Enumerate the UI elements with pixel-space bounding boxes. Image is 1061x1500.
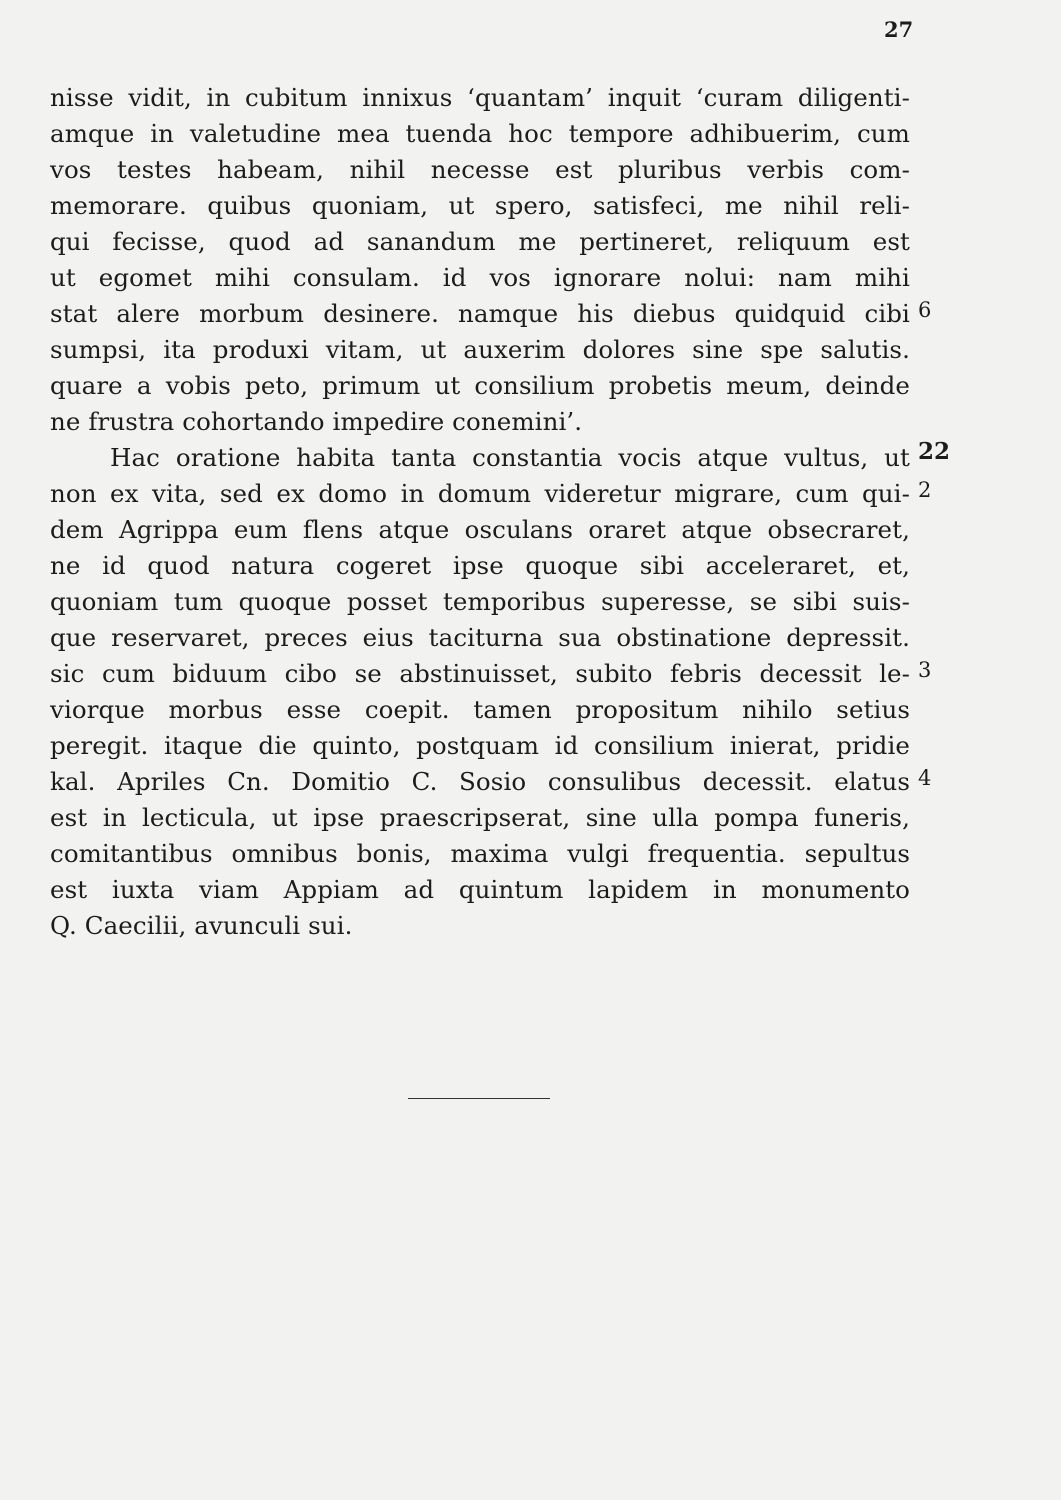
- text-line: sumpsi, ita produxi vitam, ut auxerim dolores sine spe salutis.: [50, 335, 910, 364]
- text-line: qui fecisse, quod ad sanandum me pertineret, reliquum est: [50, 227, 910, 256]
- text-line: comitantibus omnibus bonis, maxima vulgi frequentia. sepultus: [50, 839, 910, 868]
- text-line: stat alere morbum desinere. namque his diebus quidquid cibi: [50, 299, 910, 328]
- margin-section-number: 6: [918, 298, 932, 322]
- text-line: ne id quod natura cogeret ipse quoque sibi acceleraret, et,: [50, 551, 910, 580]
- text-line: sic cum biduum cibo se abstinuisset, subito febris decessit le-: [50, 659, 910, 688]
- text-line: Q. Caecilii, avunculi sui.: [50, 911, 353, 940]
- text-line: viorque morbus esse coepit. tamen propositum nihilo setius: [50, 695, 910, 724]
- text-line: non ex vita, sed ex domo in domum videretur migrare, cum qui-: [50, 479, 910, 508]
- text-line: quoniam tum quoque posset temporibus superesse, se sibi suis-: [50, 587, 910, 616]
- page-number: 27: [884, 17, 914, 42]
- section-divider: [408, 1098, 550, 1099]
- text-line: est in lecticula, ut ipse praescripserat, sine ulla pompa funeris,: [50, 803, 910, 832]
- body-text: [50, 80, 910, 944]
- margin-chapter-number: 22: [918, 438, 951, 465]
- margin-section-number: 3: [918, 658, 932, 682]
- text-line: ne frustra cohortando impedire conemini’.: [50, 407, 583, 436]
- text-line: vos testes habeam, nihil necesse est pluribus verbis com-: [50, 155, 910, 184]
- margin-section-number: 4: [918, 766, 932, 790]
- text-line: memorare. quibus quoniam, ut spero, satisfeci, me nihil reli-: [50, 191, 910, 220]
- text-line: quare a vobis peto, primum ut consilium probetis meum, deinde: [50, 371, 910, 400]
- text-line: kal. Apriles Cn. Domitio C. Sosio consulibus decessit. elatus: [50, 767, 910, 796]
- text-line: dem Agrippa eum flens atque osculans oraret atque obsecraret,: [50, 515, 910, 544]
- text-line: Hac oratione habita tanta constantia vocis atque vultus, ut: [110, 443, 910, 472]
- text-line: que reservaret, preces eius taciturna sua obstinatione depressit.: [50, 623, 910, 652]
- text-line: est iuxta viam Appiam ad quintum lapidem in monumento: [50, 875, 910, 904]
- text-line: amque in valetudine mea tuenda hoc tempore adhibuerim, cum: [50, 119, 910, 148]
- text-line: ut egomet mihi consulam. id vos ignorare nolui: nam mihi: [50, 263, 910, 292]
- margin-section-number: 2: [918, 478, 932, 502]
- text-line: nisse vidit, in cubitum innixus ‘quantam’ inquit ‘curam diligenti-: [50, 83, 910, 112]
- text-line: peregit. itaque die quinto, postquam id consilium inierat, pridie: [50, 731, 910, 760]
